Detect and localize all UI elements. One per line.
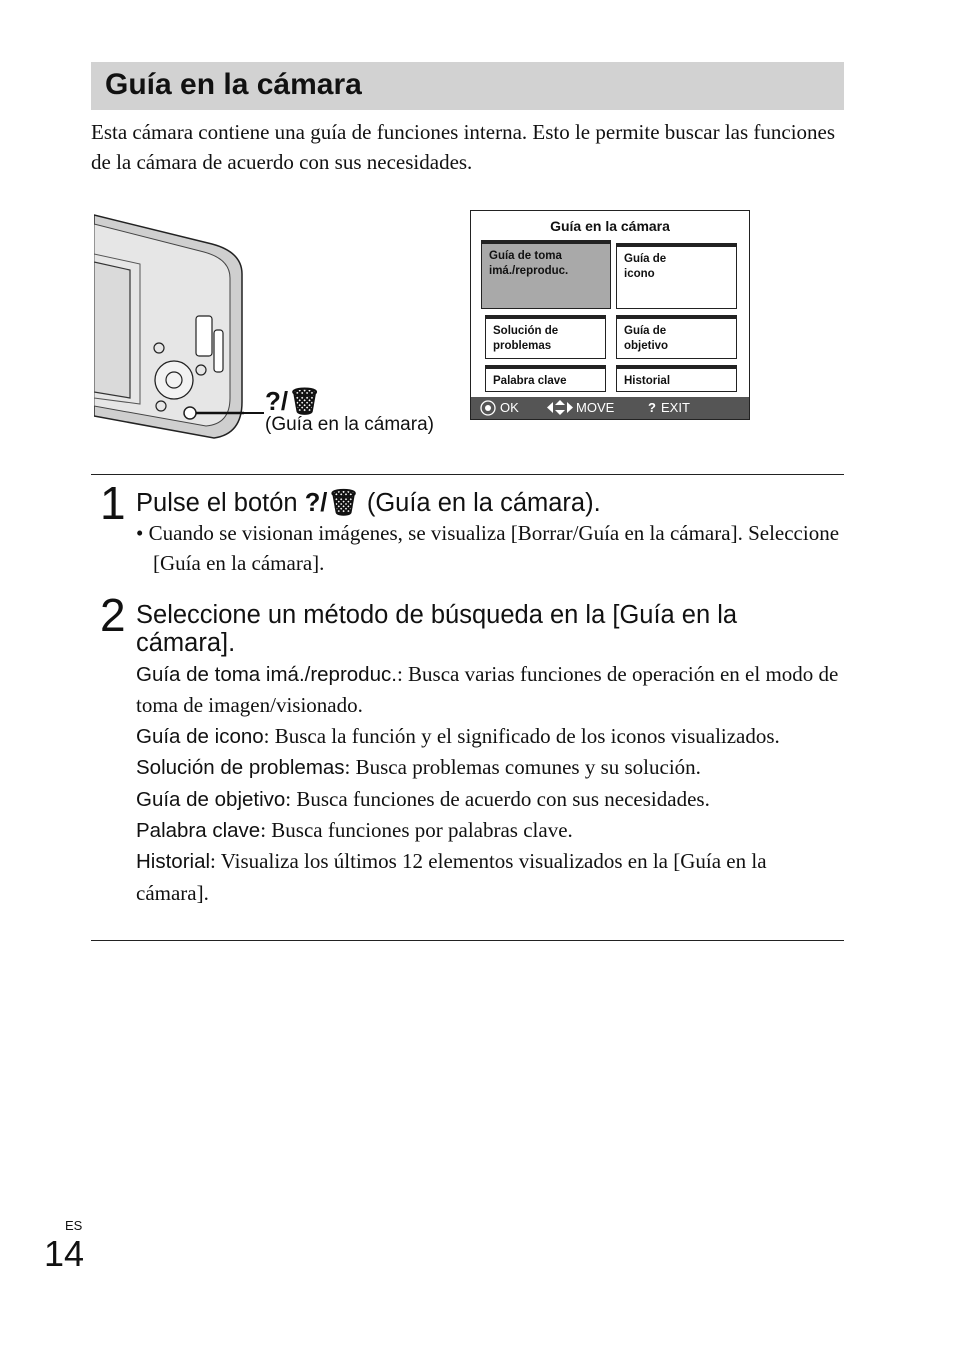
divider-bottom (91, 940, 844, 941)
tile-shooting-guide[interactable]: Guía de toma imá./reproduc. (481, 240, 611, 309)
camera-screen (470, 210, 750, 420)
camera-illustration (94, 212, 244, 440)
definition-item: Palabra clave: Busca funciones por palabras clave. (136, 818, 573, 843)
ok-label: OK (500, 400, 519, 415)
section-header (91, 62, 844, 110)
tile-icon-guide[interactable]: Guía de icono (616, 243, 737, 309)
screen-title: Guía en la cámara (550, 218, 670, 234)
definition-item: Guía de toma imá./reproduc.: Busca varias funciones de operación en el modo de toma de imagen/visionado. (136, 662, 839, 718)
page-number: 14 (44, 1233, 85, 1274)
callout-line (244, 412, 264, 414)
definition-list (136, 659, 844, 908)
control-wheel-icon (480, 400, 496, 416)
tile-troubleshooting[interactable]: Solución de problemas (485, 315, 606, 359)
definition-item: Historial: Visualiza los últimos 12 elementos visualizados en la [Guía en la cámara]. (136, 849, 767, 905)
help-icon: ? (648, 400, 656, 415)
definition-item: Guía de objetivo: Busca funciones de acuerdo con sus necesidades. (136, 786, 710, 811)
help-trash-button-callout (265, 386, 434, 436)
button-caption: (Guía en la cámara) (265, 414, 434, 435)
tile-history[interactable]: Historial (616, 365, 737, 392)
step-2-number: 2 (100, 589, 126, 641)
step-1-bullet: • Cuando se visionan imágenes, se visualiza [Borrar/Guía en la cámara]. Seleccione [Guía en la cámara]. (136, 521, 840, 575)
move-arrows-icon (547, 400, 573, 415)
help-trash-icon: ?/🗑 (304, 489, 360, 517)
definition-item: Guía de icono: Busca la función y el significado de los iconos visualizados. (136, 723, 780, 748)
move-label: MOVE (576, 400, 615, 415)
section-title: Guía en la cámara (105, 68, 362, 101)
exit-label: EXIT (661, 400, 690, 415)
definition-item: Solución de problemas: Busca problemas comunes y su solución. (136, 755, 701, 780)
page-language: ES (65, 1218, 83, 1233)
help-trash-icon: ?/🗑 (265, 386, 322, 416)
divider-top (91, 474, 844, 475)
tile-purpose-guide[interactable]: Guía de objetivo (616, 315, 737, 359)
step-1-number: 1 (100, 477, 126, 529)
screen-footer (471, 397, 749, 419)
tile-keyword[interactable]: Palabra clave (485, 365, 606, 392)
step-2-heading: Seleccione un método de búsqueda en la [Guía en la cámara]. (136, 601, 738, 657)
intro-paragraph: Esta cámara contiene una guía de funciones interna. Esto le permite buscar las funciones de la cámara de acuerdo con sus necesidades. (91, 120, 836, 174)
step-1-heading: Pulse el botón ?/🗑 (Guía en la cámara). (136, 489, 601, 517)
